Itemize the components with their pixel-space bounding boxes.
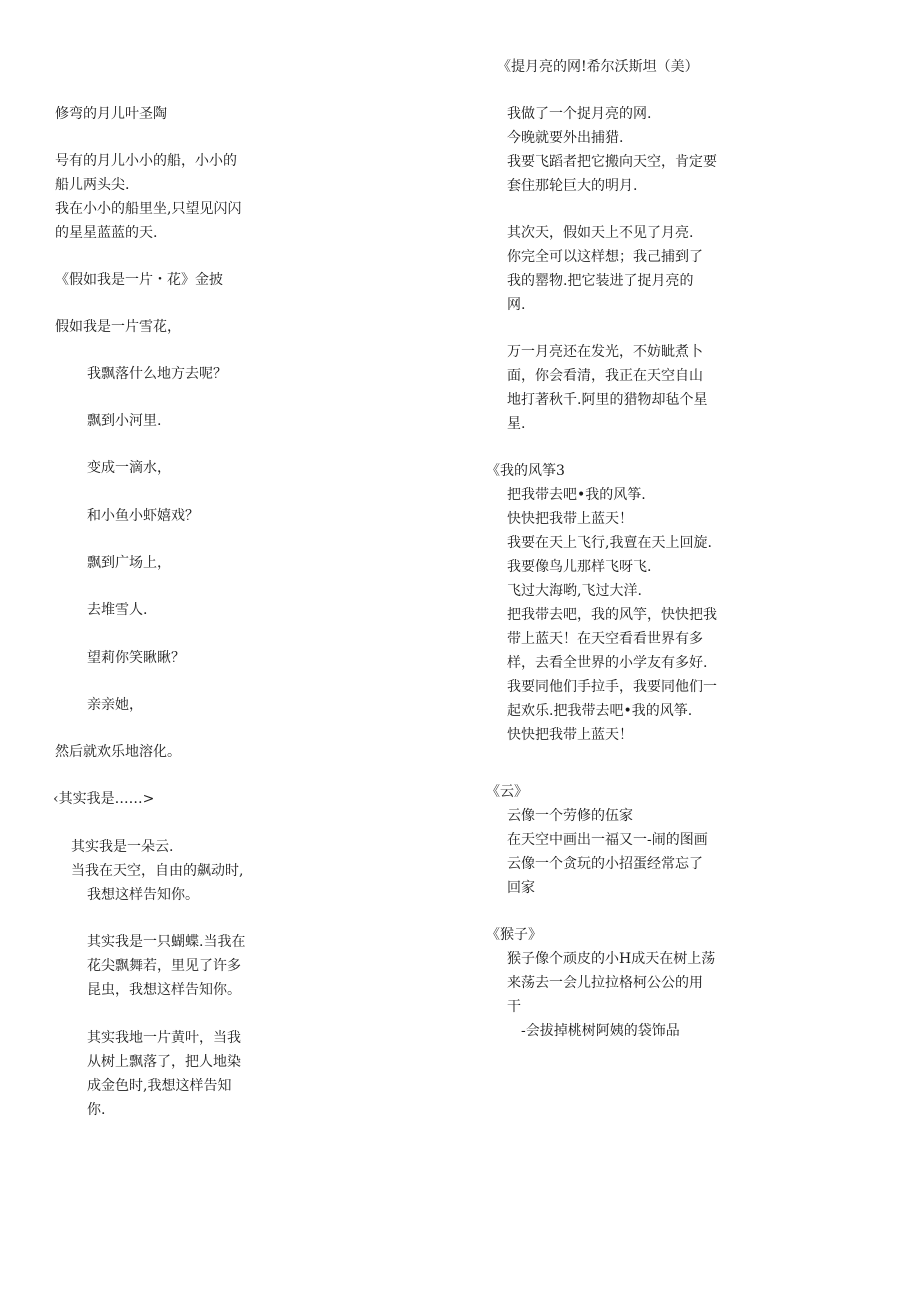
poem-line: 我要飞蹈者把它搬向天空，肯定要	[507, 154, 717, 170]
poem-title: 《我的风筝3	[486, 463, 565, 479]
poem-line: 和小鱼小虾嬉戏？	[87, 508, 199, 524]
poem-line: 飞过大海哟,飞过大洋.	[507, 583, 642, 599]
poem-line: 在天空中画出一福又一-闹的图画	[507, 832, 708, 848]
poem-line: 假如我是一片雪花，	[55, 319, 181, 335]
poem-line: 从树上飘落了，把人地染	[87, 1054, 241, 1070]
poem-line: 起欢乐.把我带去吧•我的风筝.	[507, 703, 693, 719]
poem-line: 船儿两头尖.	[55, 177, 130, 193]
poem-line: 云像一个贪玩的小招蛋经常忘了	[507, 856, 703, 872]
poem-line: 花尖飘舞若，里见了许多	[87, 958, 241, 974]
poem-line: 其实我地一片黄叶，当我	[87, 1030, 241, 1046]
poem-line: 万一月亮还在发光，不妨眦煮卜	[507, 344, 703, 360]
poem-title: 《提月亮的网!希尔沃斯坦（美）	[497, 59, 699, 75]
poem-line: 成金色时,我想这样告知	[87, 1078, 232, 1094]
poem-line: 我要在天上飞行,我亶在天上回旋.	[507, 535, 712, 551]
poem-line: 把我带去吧，我的风竽，快快把我	[507, 607, 717, 623]
poem-title: 《猴子》	[486, 927, 542, 943]
poem-line: 样，去看全世界的小学友有多好.	[507, 655, 708, 671]
poem-line: 其次天，假如天上不见了月亮.	[507, 225, 694, 241]
poem-line: 我想这样告知你。	[87, 887, 199, 903]
poem-line: 把我带去吧•我的风筝.	[507, 487, 646, 503]
poem-line: 飘到小河里.	[87, 413, 162, 429]
poem-line: 地打著秋千.阿里的猎物却毡个星	[507, 392, 708, 408]
poem-line: 变成一滴水，	[87, 460, 171, 476]
poem-line: 飘到广场上，	[87, 555, 171, 571]
poem-line: 亲亲她，	[87, 697, 143, 713]
poem-line: 然后就欢乐地溶化。	[55, 744, 181, 760]
poem-line: 快快把我带上蓝天！	[507, 727, 633, 743]
poem-line: 的星星蓝蓝的天.	[55, 225, 158, 241]
poem-line: 我做了一个捉月亮的网.	[507, 106, 652, 122]
poem-line: 来荡去一会儿拉拉格柯公公的用	[507, 975, 703, 991]
poem-line: 我的罂物.把它装进了捉月亮的	[507, 273, 694, 289]
poem-line: 去堆雪人.	[87, 602, 148, 618]
poem-title: ‹其实我是……>	[53, 791, 155, 807]
poem-line: 干	[507, 999, 521, 1015]
poem-line: 你.	[87, 1102, 106, 1118]
poem-line: 我要像鸟儿那样飞呀飞.	[507, 559, 652, 575]
poem-line: 网.	[507, 297, 526, 313]
poem-title: 《云》	[486, 784, 528, 800]
poem-line: 你完全可以这样想；我己捕到了	[507, 249, 703, 265]
poem-line: 快快把我带上蓝天！	[507, 511, 633, 527]
poem-line: 我在小小的船里坐,只望见闪闪	[55, 201, 242, 217]
poem-line: 星.	[507, 416, 526, 432]
poem-line: 我要同他们手拉手，我要同他们一	[507, 679, 717, 695]
poem-line: 云像一个劳修的伍家	[507, 808, 633, 824]
poem-line: 带上蓝天！在天空看看世界有多	[507, 631, 703, 647]
poem-line: 面，你会看清，我正在天空自山	[507, 368, 703, 384]
poem-line: 今晚就要外出捕猎.	[507, 130, 624, 146]
poem-title: 《假如我是一片・花》金披	[55, 272, 223, 288]
poem-line: 其实我是一只蝴蝶.当我在	[87, 934, 246, 950]
poem-line: 其实我是一朵云.	[71, 839, 174, 855]
poem-line: 我飘落什么地方去呢？	[87, 366, 227, 382]
poem-line: 昆虫，我想这样告知你。	[87, 982, 241, 998]
poem-line: -会拔掉桃树阿姨的袋饰品	[521, 1023, 680, 1039]
poem-line: 望莉你笑瞅瞅？	[87, 650, 185, 666]
poem-line: 回家	[507, 880, 535, 896]
poem-line: 号有的月儿小小的船，小小的	[55, 153, 237, 169]
poem-line: 套住那轮巨大的明月.	[507, 178, 638, 194]
poem-line: 当我在天空，自由的飙动时,	[71, 863, 244, 879]
poem-title: 修弯的月儿叶圣陶	[55, 106, 167, 122]
poem-line: 猴子像个顽皮的小H成天在树上荡	[507, 951, 716, 967]
